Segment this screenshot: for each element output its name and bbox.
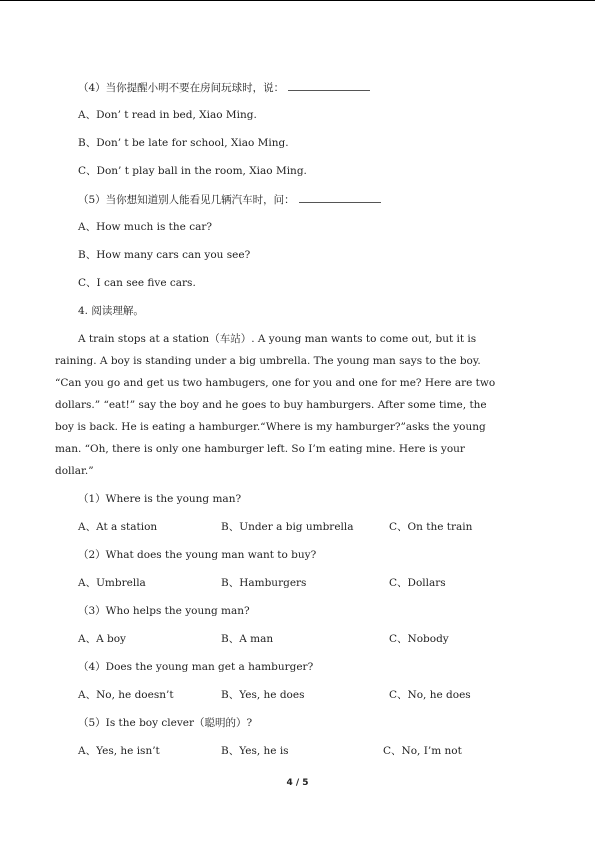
q5-answer-blank[interactable] <box>299 192 381 203</box>
rq5-option-a: A、Yes, he isn’t <box>78 745 160 757</box>
q4-option-b: B、Don’ t be late for school, Xiao Ming. <box>78 137 289 149</box>
q5-prompt-line <box>78 192 381 207</box>
passage-line: man. “Oh, there is only one hamburger left. So I’m eating mine. Here is your <box>55 443 465 455</box>
q5-prompt: （5）当你想知道别人能看见几辆汽车时，问： <box>78 194 295 206</box>
passage-line: dollars.” “eat!” say the boy and he goes to buy hamburgers. After some time, the <box>55 399 487 411</box>
rq2-option-a: A、Umbrella <box>78 577 146 589</box>
passage-line: boy is back. He is eating a hamburger.“Where is my hamburger?”asks the young <box>55 421 486 433</box>
rq1-question: （1）Where is the young man? <box>78 493 242 505</box>
page-top-rule <box>0 0 595 1</box>
rq4-option-b: B、Yes, he does <box>221 689 305 701</box>
q4-option-a: A、Don’ t read in bed, Xiao Ming. <box>78 109 257 121</box>
q4-prompt: （4）当你提醒小明不要在房间玩球时，说： <box>78 82 285 94</box>
rq5-option-c: C、No, I’m not <box>383 745 462 757</box>
rq5-question: （5）Is the boy clever（聪明的）? <box>78 717 253 729</box>
rq3-option-a: A、A boy <box>78 633 126 645</box>
rq2-question: （2）What does the young man want to buy? <box>78 549 317 561</box>
section-heading: 4. 阅读理解。 <box>78 305 144 317</box>
q4-prompt-line <box>78 80 370 95</box>
rq4-option-a: A、No, he doesn’t <box>78 689 174 701</box>
rq2-option-b: B、Hamburgers <box>221 577 307 589</box>
q4-option-c: C、Don’ t play ball in the room, Xiao Ming. <box>78 165 307 177</box>
q5-option-a: A、How much is the car? <box>78 221 212 233</box>
rq4-option-c: C、No, he does <box>389 689 471 701</box>
rq1-option-c: C、On the train <box>389 521 473 533</box>
rq1-option-b: B、Under a big umbrella <box>221 521 354 533</box>
rq3-question: （3）Who helps the young man? <box>78 605 250 617</box>
rq3-option-c: C、Nobody <box>389 633 449 645</box>
rq4-question: （4）Does the young man get a hamburger? <box>78 661 314 673</box>
passage-line: A train stops at a station（车站）. A young man wants to come out, but it is <box>78 333 477 345</box>
q4-answer-blank[interactable] <box>288 80 370 91</box>
passage-line: “Can you go and get us two hambugers, one for you and one for me? Here are two <box>55 377 496 389</box>
rq3-option-b: B、A man <box>221 633 274 645</box>
rq5-option-b: B、Yes, he is <box>221 745 289 757</box>
page-number: 4 / 5 <box>286 778 309 788</box>
q5-option-c: C、I can see five cars. <box>78 277 196 289</box>
passage-line: dollar.” <box>55 465 94 477</box>
rq1-option-a: A、At a station <box>78 521 158 533</box>
rq2-option-c: C、Dollars <box>389 577 446 589</box>
passage-line: raining. A boy is standing under a big umbrella. The young man says to the boy. <box>55 355 481 367</box>
q5-option-b: B、How many cars can you see? <box>78 249 251 261</box>
